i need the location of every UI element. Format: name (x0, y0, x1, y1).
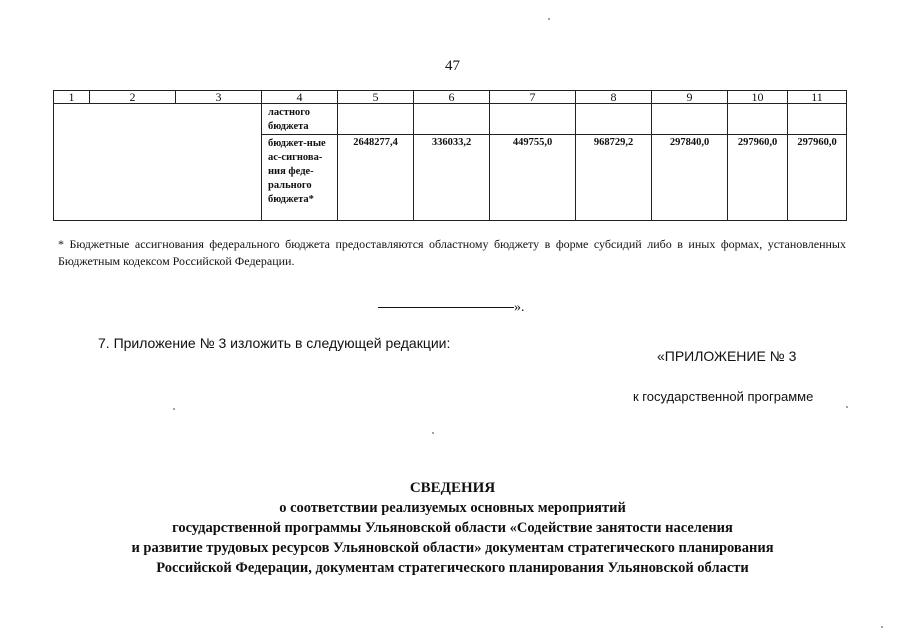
closing-mark (378, 300, 525, 316)
heading-line: о соответствии реализуемых основных мероприятий (279, 500, 626, 516)
budget-table (53, 90, 847, 221)
table-cell: 297960,0 (728, 135, 788, 221)
column-number: 7 (490, 91, 576, 104)
closing-quote: ». (514, 300, 525, 315)
appendix-title: «ПРИЛОЖЕНИЕ № 3 (657, 348, 797, 364)
table-cell: 297840,0 (652, 135, 728, 221)
table-cell: 336033,2 (414, 135, 490, 221)
heading-line: государственной программы Ульяновской области «Содействие занятости населения (172, 520, 733, 536)
table-cell: 449755,0 (490, 135, 576, 221)
table-cell: 968729,2 (576, 135, 652, 221)
column-number: 11 (788, 91, 847, 104)
table-cell (652, 104, 728, 135)
table-row (54, 104, 847, 135)
column-number: 1 (54, 91, 90, 104)
appendix-subtitle: к государственной программе (633, 389, 814, 404)
table-cell (490, 104, 576, 135)
column-number: 8 (576, 91, 652, 104)
scan-speck (881, 626, 883, 628)
column-number: 4 (262, 91, 338, 104)
merged-empty-cell (54, 104, 262, 221)
scan-speck (548, 18, 550, 20)
scan-speck (173, 408, 175, 410)
table-cell: 297960,0 (788, 135, 847, 221)
section-heading (0, 478, 905, 578)
signature-line (378, 307, 514, 308)
table-cell (576, 104, 652, 135)
table-cell (788, 104, 847, 135)
heading-line: и развитие трудовых ресурсов Ульяновской области» документам стратегического планирования (131, 540, 774, 556)
column-number: 2 (90, 91, 176, 104)
table-cell: 2648277,4 (338, 135, 414, 221)
table-cell (728, 104, 788, 135)
scan-speck (432, 432, 434, 434)
table-cell (338, 104, 414, 135)
column-number: 6 (414, 91, 490, 104)
column-number: 9 (652, 91, 728, 104)
scan-speck (846, 406, 848, 408)
item-7-text: 7. Приложение № 3 изложить в следующей редакции: (98, 335, 451, 351)
row-label: ластного бюджета (262, 104, 338, 135)
heading-line: Российской Федерации, документам стратегического планирования Ульяновской области (156, 560, 749, 576)
column-number: 10 (728, 91, 788, 104)
page-number: 47 (445, 58, 460, 74)
column-number: 3 (176, 91, 262, 104)
row-label: бюджет-ные ас-сигнова-ния феде-рального бюджета* (262, 135, 338, 221)
heading-title: СВЕДЕНИЯ (409, 480, 496, 496)
column-number: 5 (338, 91, 414, 104)
footnote: * Бюджетные ассигнования федерального бюджета предоставляются областному бюджету в форме субсидий либо в иных формах, установленных Бюджетным кодексом Российской Федерации. (58, 237, 846, 268)
table-header-row (54, 91, 847, 104)
table-cell (414, 104, 490, 135)
